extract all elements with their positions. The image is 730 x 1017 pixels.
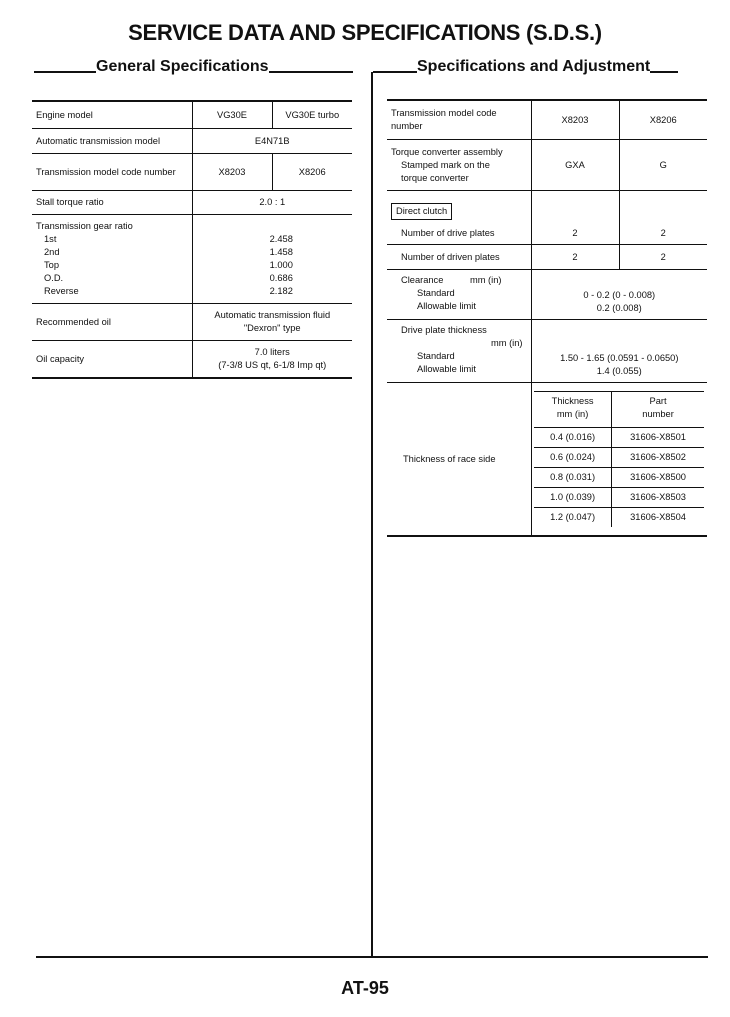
adj-transmission-code-x8206: X8206 <box>619 100 707 140</box>
race-header-part-number: number <box>642 409 674 419</box>
race-thickness-value: 0.6 (0.024) <box>534 448 611 468</box>
column-divider <box>371 72 373 958</box>
torque-converter-label-line: Torque converter assembly <box>391 146 503 157</box>
drive-plates-row <box>387 222 707 245</box>
engine-model-row <box>32 101 352 129</box>
gear-name: Top <box>44 260 59 270</box>
gear-name: 1st <box>44 234 57 244</box>
clearance-label-cell <box>387 270 531 320</box>
race-part-number: 31606-X8501 <box>611 428 704 448</box>
gear-name: 2nd <box>44 247 60 257</box>
transmission-code-x8203: X8203 <box>192 154 272 191</box>
race-header-part: Part <box>649 396 667 406</box>
gear-ratio-value: 2.182 <box>269 286 293 296</box>
oil-capacity-value <box>192 341 352 379</box>
drive-plates-x8206: 2 <box>619 222 707 245</box>
gear-ratio-value: 1.458 <box>269 247 293 257</box>
specifications-adjustment-table <box>387 99 707 537</box>
general-specifications-table <box>32 100 352 379</box>
oil-capacity-row <box>32 341 352 379</box>
race-part-number: 31606-X8502 <box>611 448 704 468</box>
specifications-adjustment-heading <box>373 58 678 76</box>
engine-model-vg30e-turbo: VG30E turbo <box>272 101 352 129</box>
heading-rule <box>373 61 417 73</box>
auto-transmission-value: E4N71B <box>192 129 352 154</box>
transmission-code-row <box>32 154 352 191</box>
drive-plate-thickness-row <box>387 320 707 383</box>
race-thickness-value: 1.0 (0.039) <box>534 488 611 508</box>
race-thickness-header <box>534 392 704 428</box>
race-thickness-label: Thickness of race side <box>387 383 531 537</box>
race-thickness-value: 0.4 (0.016) <box>534 428 611 448</box>
recommended-oil-line: Automatic transmission fluid <box>214 310 331 320</box>
driven-plates-label: Number of driven plates <box>387 245 531 270</box>
race-part-number: 31606-X8503 <box>611 488 704 508</box>
drive-plates-x8203: 2 <box>531 222 619 245</box>
engine-model-label: Engine model <box>36 109 93 120</box>
recommended-oil-label: Recommended oil <box>32 304 192 341</box>
gear-ratio-label: Transmission gear ratio <box>36 221 133 231</box>
transmission-code-label: Transmission model code number <box>32 154 192 191</box>
adj-transmission-code-label: Transmission model code number <box>391 108 497 131</box>
transmission-code-x8206: X8206 <box>272 154 352 191</box>
oil-capacity-label: Oil capacity <box>32 341 192 379</box>
drive-plate-allowable-value: 1.4 (0.055) <box>596 365 642 376</box>
torque-converter-label <box>387 140 531 191</box>
gear-ratio-value: 0.686 <box>269 273 293 283</box>
torque-converter-label-line: Stamped mark on the <box>401 159 490 170</box>
oil-capacity-line: 7.0 liters <box>254 347 290 357</box>
gear-ratio-cell <box>32 215 192 304</box>
table-row <box>534 428 704 448</box>
recommended-oil-row <box>32 304 352 341</box>
driven-plates-x8203: 2 <box>531 245 619 270</box>
torque-converter-gxa: GXA <box>531 140 619 191</box>
auto-transmission-row <box>32 129 352 154</box>
heading-rule <box>269 61 353 73</box>
torque-converter-label-line: torque converter <box>401 172 469 183</box>
race-part-number: 31606-X8500 <box>611 468 704 488</box>
clearance-standard-label: Standard <box>417 288 455 298</box>
specifications-adjustment-title: Specifications and Adjustment <box>417 58 651 75</box>
stall-torque-label: Stall torque ratio <box>32 191 192 215</box>
engine-model-vg30e: VG30E <box>192 101 272 129</box>
driven-plates-x8206: 2 <box>619 245 707 270</box>
gear-ratio-value: 2.458 <box>269 234 293 244</box>
direct-clutch-label: Direct clutch <box>391 203 452 220</box>
adj-transmission-code-x8203: X8203 <box>531 100 619 140</box>
adj-transmission-code-row <box>387 100 707 140</box>
drive-plate-thickness-label: Drive plate thickness <box>401 325 487 335</box>
clearance-label: Clearance <box>401 275 444 285</box>
table-row <box>534 508 704 528</box>
torque-converter-g: G <box>619 140 707 191</box>
clearance-unit: mm (in) <box>469 275 502 285</box>
race-thickness-table <box>534 391 704 527</box>
heading-rule <box>34 61 96 73</box>
gear-name-list <box>36 233 188 298</box>
gear-name: O.D. <box>44 273 64 283</box>
oil-capacity-line: (7-3/8 US qt, 6-1/8 Imp qt) <box>218 360 327 370</box>
stall-torque-row <box>32 191 352 215</box>
clearance-standard-value: 0 - 0.2 (0 - 0.008) <box>583 289 656 300</box>
drive-plate-allowable-label: Allowable limit <box>417 364 476 374</box>
clearance-allowable-value: 0.2 (0.008) <box>596 302 642 313</box>
race-part-number: 31606-X8504 <box>611 508 704 528</box>
recommended-oil-line: "Dexron" type <box>243 323 301 333</box>
direct-clutch-row <box>387 191 707 223</box>
page-title: SERVICE DATA AND SPECIFICATIONS (S.D.S.) <box>128 20 602 45</box>
table-row <box>534 468 704 488</box>
general-specifications-title: General Specifications <box>96 58 269 75</box>
drive-plate-standard-value: 1.50 - 1.65 (0.0591 - 0.0650) <box>560 352 679 363</box>
bottom-rule <box>36 956 708 958</box>
race-thickness-value: 0.8 (0.031) <box>534 468 611 488</box>
race-thickness-value: 1.2 (0.047) <box>534 508 611 528</box>
gear-ratio-value: 1.000 <box>269 260 293 270</box>
stall-torque-value: 2.0 : 1 <box>192 191 352 215</box>
drive-plate-standard-label: Standard <box>417 351 455 361</box>
race-thickness-row <box>387 383 707 537</box>
clearance-allowable-label: Allowable limit <box>417 301 476 311</box>
heading-rule <box>650 61 678 73</box>
table-row <box>534 448 704 468</box>
general-specifications-heading <box>34 58 353 76</box>
torque-converter-row <box>387 140 707 191</box>
gear-name: Reverse <box>44 286 79 296</box>
drive-plate-thickness-values <box>531 320 707 383</box>
race-header-thickness-unit: mm (in) <box>556 409 589 419</box>
gear-ratio-row <box>32 215 352 304</box>
table-row <box>534 488 704 508</box>
driven-plates-row <box>387 245 707 270</box>
race-thickness-values <box>531 383 707 537</box>
drive-plate-thickness-label-cell <box>387 320 531 383</box>
auto-transmission-label: Automatic transmission model <box>32 129 192 154</box>
recommended-oil-value <box>192 304 352 341</box>
clearance-values <box>531 270 707 320</box>
clearance-row <box>387 270 707 320</box>
race-header-thickness: Thickness <box>551 396 594 406</box>
page-number: AT-95 <box>341 978 389 998</box>
drive-plate-thickness-unit: mm (in) <box>491 338 523 348</box>
drive-plates-label: Number of drive plates <box>401 227 495 238</box>
gear-ratio-values <box>192 215 352 304</box>
